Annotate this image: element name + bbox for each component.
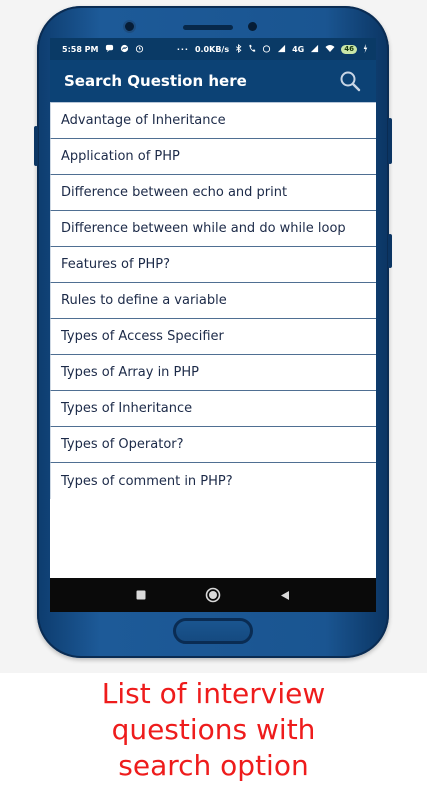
- caption-line-1: List of interview: [101, 677, 326, 710]
- question-text: Features of PHP?: [61, 257, 171, 272]
- search-icon[interactable]: [338, 69, 362, 93]
- phone-power-button: [388, 234, 392, 268]
- status-bar: [50, 38, 376, 60]
- question-text: Types of Access Specifier: [61, 329, 224, 344]
- status-time: 5:58 PM: [62, 44, 99, 54]
- physical-home-button[interactable]: [173, 618, 253, 644]
- question-list-item[interactable]: [50, 139, 376, 175]
- app-bar: [50, 60, 376, 102]
- question-text: Types of Inheritance: [61, 401, 193, 416]
- chat-icon: [105, 44, 114, 55]
- question-list-item[interactable]: [50, 427, 376, 463]
- question-text: Difference between echo and print: [61, 185, 288, 200]
- question-list: [50, 102, 376, 499]
- network-type: 4G: [292, 44, 305, 54]
- question-list-item[interactable]: [50, 319, 376, 355]
- question-text: Types of Operator?: [61, 437, 184, 452]
- question-list-item[interactable]: [50, 391, 376, 427]
- question-text: Difference between while and do while loop: [61, 221, 346, 236]
- promo-caption: [0, 676, 427, 784]
- question-text: Types of comment in PHP?: [61, 473, 233, 489]
- phone-icon: [248, 44, 256, 55]
- question-text: Rules to define a variable: [61, 293, 227, 308]
- proximity-sensor: [248, 22, 257, 31]
- question-list-item[interactable]: [50, 211, 376, 247]
- battery-level-badge: 46: [341, 45, 357, 54]
- question-list-item[interactable]: [50, 355, 376, 391]
- alarm-status-icon: [262, 44, 271, 55]
- network-speed: 0.0KB/s: [194, 44, 230, 54]
- question-list-item[interactable]: [50, 247, 376, 283]
- charging-icon: [363, 44, 368, 55]
- phone-frame: [37, 6, 389, 658]
- phone-left-button: [34, 126, 38, 166]
- home-icon[interactable]: [205, 587, 221, 603]
- back-icon[interactable]: [277, 587, 293, 603]
- question-list-item[interactable]: [50, 463, 376, 499]
- phone-screen: [50, 38, 376, 612]
- android-nav-bar: [50, 578, 376, 612]
- signal-icon-2: [310, 44, 319, 55]
- signal-icon: [277, 44, 286, 55]
- question-list-item[interactable]: [50, 103, 376, 139]
- question-text: Types of Array in PHP: [61, 365, 200, 380]
- phone-volume-button: [388, 118, 392, 164]
- question-list-item[interactable]: [50, 175, 376, 211]
- wifi-icon: [325, 44, 335, 55]
- alarm-icon: [135, 44, 144, 55]
- front-camera: [123, 20, 136, 33]
- status-more-dots: ···: [176, 44, 189, 54]
- question-text: Application of PHP: [61, 149, 180, 164]
- question-list-item[interactable]: [50, 283, 376, 319]
- caption-line-2: questions with: [111, 713, 316, 746]
- caption-line-3: search option: [118, 749, 309, 782]
- app-bar-title: Search Question here: [64, 72, 247, 90]
- earpiece-speaker: [183, 25, 233, 30]
- recents-icon[interactable]: [133, 587, 149, 603]
- bluetooth-icon: [235, 44, 242, 55]
- question-text: Advantage of Inheritance: [61, 113, 226, 128]
- messenger-icon: [120, 44, 129, 55]
